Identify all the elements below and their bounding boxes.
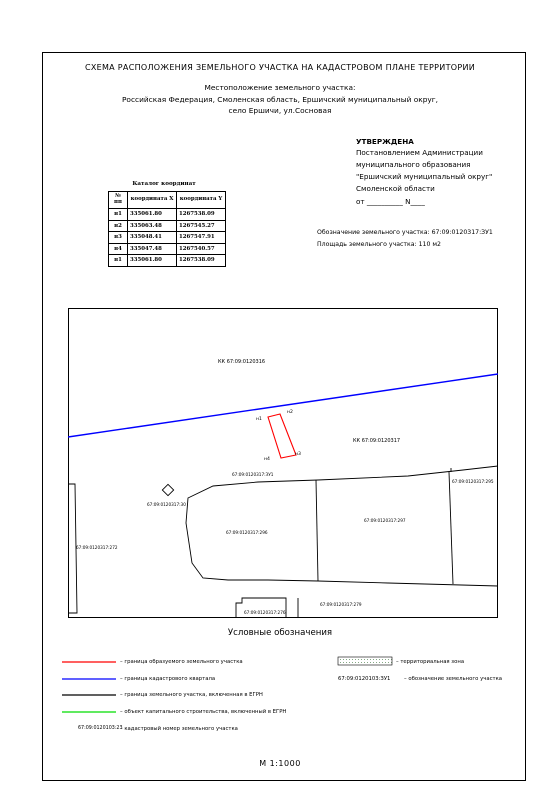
label-p295: 67:09:0120317:295 [452, 479, 494, 484]
table-row [109, 220, 226, 232]
label-n1: н1 [256, 417, 262, 422]
coord-y: 1267547.91 [177, 232, 226, 244]
legend-green-text: – объект капитального строительства, включенный в ЕГРН [120, 709, 287, 715]
coord-x: 335061.80 [128, 209, 177, 221]
point-name: н3 [109, 232, 128, 244]
location-label: Местоположение земельного участка: [204, 83, 356, 92]
label-n2: н2 [287, 410, 293, 415]
catalog-header-x: координата X [128, 192, 177, 209]
location-line-1: Российская Федерация, Смоленская область, Ершичский муниципальный округ, [121, 95, 439, 104]
document-title: СХЕМА РАСПОЛОЖЕНИЯ ЗЕМЕЛЬНОГО УЧАСТКА НА КАДАСТРОВОМ ПЛАНЕ ТЕРРИТОРИИ [84, 63, 476, 72]
label-p272: 67:09:0120317:272 [76, 545, 118, 550]
label-p30: 67:09:0120317:30 [147, 502, 186, 507]
map-scale: М 1:1000 [259, 759, 301, 768]
coord-x: 335047.48 [128, 243, 177, 255]
legend-blue-text: – граница кадастрового квартала [120, 676, 216, 682]
table-row [109, 209, 226, 221]
cadastral-map [68, 308, 498, 618]
approval-line-1: Постановлением Администрации [356, 148, 483, 157]
coord-x: 335063.48 [128, 220, 177, 232]
point-name: н1 [109, 255, 128, 267]
catalog-caption: Каталог координат [132, 181, 196, 187]
point-name: н2 [109, 220, 128, 232]
table-row [109, 255, 226, 267]
approval-line-2: муниципального образования [356, 160, 471, 169]
label-p296: 67:09:0120317:296 [226, 530, 268, 535]
map-frame [69, 309, 498, 618]
label-p297: 67:09:0120317:297 [364, 518, 406, 523]
legend-zone-swatch [338, 657, 392, 665]
legend-black-text: – граница земельного участка, включенная в ЕГРН [120, 692, 263, 698]
coord-y: 1267545.27 [177, 220, 226, 232]
approval-line-3: "Ершичский муниципальный округ" [356, 172, 493, 181]
label-zu1: 67:09:0120317:ЗУ1 [232, 472, 274, 477]
location-line-2: село Ершичи, ул.Сосновая [228, 106, 332, 115]
coordinate-catalog [108, 191, 226, 267]
legend-cadnum-sample: 67:09:0120103:23 [78, 726, 123, 731]
approval-heading: УТВЕРЖДЕНА [356, 137, 414, 146]
label-p276: 67:09:0120317:276 [244, 610, 286, 615]
label-p279: 67:09:0120317:279 [320, 602, 362, 607]
label-n3: н3 [295, 452, 301, 457]
approval-line-4: Смоленской области [356, 184, 435, 193]
label-kk317: КК 67:09:0120317 [353, 438, 401, 444]
point-name: н4 [109, 243, 128, 255]
catalog-header-row [109, 192, 226, 209]
label-kk316: КК 67:09:0120316 [218, 359, 266, 365]
legend-designation-text: – обозначение земельного участка [404, 676, 503, 682]
coord-y: 1267540.57 [177, 243, 226, 255]
table-row [109, 243, 226, 255]
legend-red-text: – граница образуемого земельного участка [120, 659, 243, 665]
coord-x: 335048.41 [128, 232, 177, 244]
catalog-header-num: № пп [109, 192, 128, 209]
point-name: н1 [109, 209, 128, 221]
approval-line-5: от __________ N____ [356, 197, 425, 206]
parcel-area: Площадь земельного участка: 110 м2 [317, 241, 441, 248]
coord-x: 335061.80 [128, 255, 177, 267]
coord-y: 1267538.09 [177, 209, 226, 221]
legend-designation-sample: 67:09:0120103:ЗУ1 [338, 676, 391, 682]
catalog-header-y: координата Y [177, 192, 226, 209]
parcel-designation: Обозначение земельного участка: 67:09:0120317:ЗУ1 [317, 229, 493, 236]
legend-zone-text: – территориальная зона [396, 659, 465, 665]
table-row [109, 232, 226, 244]
legend-title: Условные обозначения [227, 628, 333, 638]
legend-cadnum-text: – кадастровый номер земельного участка [120, 726, 238, 732]
label-n4: н4 [264, 457, 270, 462]
coord-y: 1267538.09 [177, 255, 226, 267]
